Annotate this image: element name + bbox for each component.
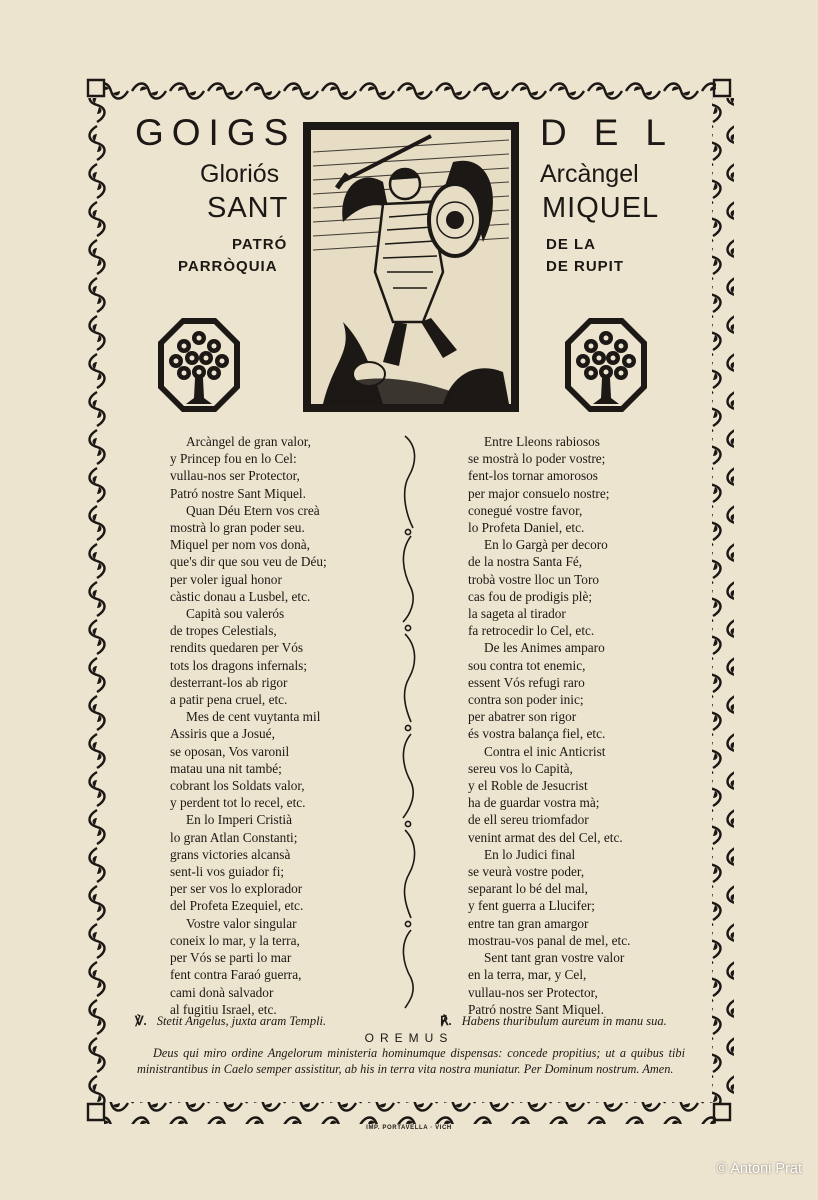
versicle (135, 1013, 326, 1029)
verse-line: mostrau-vos panal de mel, etc. (468, 932, 631, 948)
verse-line: càstic donau a Lusbel, etc. (170, 588, 311, 604)
response (440, 1013, 667, 1029)
verse-line: a patir pena cruel, etc. (170, 692, 288, 708)
printer-imprint: IMP. PORTAVELLA · VICH (366, 1125, 452, 1131)
verse-line: Vostre valor singular (186, 915, 297, 931)
verse-line: Patró nostre Sant Miquel. (170, 485, 306, 501)
title-del: DEL (540, 112, 693, 153)
verse-line: en la terra, mar, y Cel, (468, 967, 587, 983)
verse-line: rendits quedaren per Vós (170, 640, 304, 656)
verse-line: la sageta al tirador (468, 606, 566, 622)
verse-line: per Vós se parti lo mar (170, 950, 292, 966)
verse-line: per voler igual honor (170, 571, 282, 587)
verse-line: fa retrocedir lo Cel, etc. (468, 623, 595, 639)
verse-line: Miquel per nom vos donà, (170, 537, 310, 553)
verse-line: se veurà vostre poder, (468, 864, 585, 880)
title-miquel: MIQUEL (542, 192, 660, 224)
verse-line: y Princep fou en lo Cel: (170, 451, 297, 467)
verse-line: De les Animes amparo (484, 640, 605, 656)
column-divider-flourish (393, 432, 423, 1012)
verse-line: de la nostra Santa Fé, (468, 554, 583, 570)
archangel-woodcut-icon (303, 122, 519, 412)
verse-line: sou contra tot enemic, (468, 657, 586, 673)
subtitle-patro: PATRÓ (232, 236, 288, 253)
subtitle-de-rupit: DE RUPIT (546, 258, 625, 275)
verse-line: tots los dragons infernals; (170, 657, 308, 673)
verse-line: separant lo bé del mal, (468, 881, 588, 897)
verse-line: trobà vostre lloc un Toro (468, 571, 600, 587)
versicle-text: Stetit Angelus, juxta aram Templi. (156, 1014, 327, 1028)
tree-ornament-icon (156, 316, 242, 414)
verse-line: Patró nostre Sant Miquel. (468, 1001, 604, 1017)
verse-line: Mes de cent vuytanta mil (186, 709, 321, 725)
tree-ornament-icon (563, 316, 649, 414)
verse-line: de ell sereu triomfador (468, 812, 589, 828)
title-glorios: Gloriós (200, 160, 280, 188)
verse-line: desterrant-los ab rigor (170, 674, 288, 690)
verse-line: Entre Lleons rabiosos (484, 434, 600, 449)
verse-line: mostrà lo gran poder seu. (170, 520, 305, 536)
verse-line: Arcàngel de gran valor, (186, 434, 311, 449)
verse-line: contra son poder inic; (468, 692, 584, 708)
verse-line: En lo Imperi Cristià (186, 812, 292, 828)
verse-line: per abatrer son rigor (468, 709, 577, 725)
response-mark: ℟. (440, 1014, 452, 1028)
verse-line: matau una nit també; (170, 760, 282, 776)
verse-line: cami donà salvador (170, 984, 274, 1000)
oremus-heading: OREMUS (364, 1031, 454, 1045)
verses-right-column (468, 433, 630, 1018)
verse-line: y perdent tot lo recel, etc. (170, 795, 306, 811)
verse-line: lo Profeta Daniel, etc. (468, 520, 585, 536)
verse-line: se mostrà lo poder vostre; (468, 451, 606, 467)
verse-line: venint armat des del Cel, etc. (468, 829, 623, 845)
verse-line: se oposan, Vos varonil (170, 743, 290, 759)
verse-line: que's dir que sou veu de Déu; (170, 554, 327, 570)
verse-line: Contra el inic Anticrist (484, 743, 606, 759)
response-text: Habens thuribulum aureum in manu sua. (461, 1014, 667, 1028)
verse-line: En lo Judici final (484, 846, 576, 862)
title-arcangel: Arcàngel (540, 160, 639, 188)
verse-line: Capità sou valerós (186, 606, 285, 622)
verse-line: Assiris que a Josué, (170, 726, 275, 742)
title-sant: SANT (207, 192, 289, 224)
verse-line: cas fou de prodigis plè; (468, 588, 593, 604)
verses-left-column (170, 433, 327, 1018)
copyright-watermark: © Antoni Prat (716, 1161, 802, 1177)
verse-line: fent contra Faraó guerra, (170, 967, 302, 983)
verse-line: vullau-nos ser Protector, (468, 984, 598, 1000)
verse-line: al fugitiu Israel, etc. (170, 1001, 277, 1017)
verse-line: conegué vostre favor, (468, 502, 583, 518)
verse-line: de tropes Celestials, (170, 623, 277, 639)
verse-line: cobrant los Soldats valor, (170, 778, 305, 794)
versicle-mark: ℣. (135, 1014, 147, 1028)
verse-line: y el Roble de Jesucrist (468, 778, 588, 794)
verse-line: y fent guerra a Llucifer; (468, 898, 595, 914)
subtitle-de-la: DE LA (546, 236, 596, 253)
verse-line: sent-li vos guiador fi; (170, 864, 285, 880)
verse-line: vullau-nos ser Protector, (170, 468, 300, 484)
verse-line: Sent tant gran vostre valor (484, 950, 625, 966)
verse-line: és vostra balança fiel, etc. (468, 726, 606, 742)
verse-line: En lo Gargà per decoro (484, 537, 608, 553)
verse-line: ha de guardar vostra mà; (468, 795, 600, 811)
prayer-text: Deus qui miro ordine Angelorum ministeria hominumque dispensas: concede propitius; ut a quibus tibi ministrantibus in Caelo semper assistitur, ab his in terra vita nostra muniatur. Per Dominum nostrum. Amen. (137, 1046, 685, 1076)
verse-line: Quan Déu Etern vos creà (186, 502, 320, 518)
verse-line: del Profeta Ezequiel, etc. (170, 898, 304, 914)
verse-line: per ser vos lo explorador (170, 881, 303, 897)
title-goigs: GOIGS (135, 112, 297, 153)
verse-line: entre tan gran amargor (468, 915, 589, 931)
verse-line: sereu vos lo Capità, (468, 760, 573, 776)
verse-line: fent-los tornar amorosos (468, 468, 598, 484)
verse-line: coneix lo mar, y la terra, (170, 932, 300, 948)
verse-line: grans victories alcansà (170, 846, 291, 862)
verse-line: per major consuelo nostre; (468, 485, 610, 501)
verse-line: essent Vós refugi raro (468, 674, 585, 690)
verse-line: lo gran Atlan Constanti; (170, 829, 298, 845)
subtitle-parroquia: PARRÒQUIA (178, 258, 278, 275)
